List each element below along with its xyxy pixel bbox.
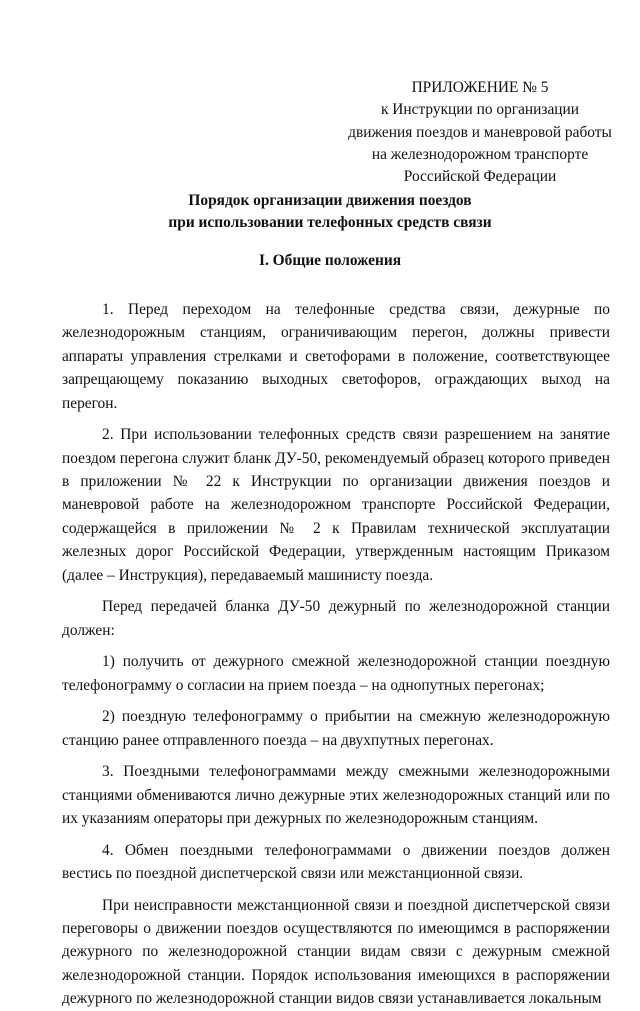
document-title bbox=[60, 190, 600, 234]
section-heading: I. Общие положения bbox=[258, 252, 402, 269]
paragraph-3: Перед передачей бланка ДУ-50 дежурный по железнодорожной станции должен: bbox=[62, 598, 610, 639]
appendix-line: движения поездов и маневровой работы bbox=[348, 123, 612, 141]
paragraph-4: 1) получить от дежурного смежной железнодорожной станции поездную телефонограмму о согласии на прием поезда – на однопутных перегонах; bbox=[62, 653, 610, 694]
appendix-line: на железнодорожном транспорте bbox=[371, 145, 589, 163]
title-line-2: при использовании телефонных средств связи bbox=[168, 214, 492, 231]
document-body bbox=[62, 298, 610, 1011]
paragraph-8: При неисправности межстанционной связи и поездной диспетчерской связи переговоры о движении поездов осуществляются по имеющимся в распоряжении дежурного по железнодорожной станции видам связи с дежурным смежной железнодорожной станции. Порядок использования имеющихся в распоряжении дежурного по железнодорожной станции видов связи устанавливается локальным bbox=[62, 896, 610, 1008]
appendix-heading: ПРИЛОЖЕНИЕ № 5 bbox=[411, 79, 549, 96]
title-line-1: Порядок организации движения поездов bbox=[188, 192, 472, 209]
paragraph-1: 1. Перед переходом на телефонные средства связи, дежурные по железнодорожным станциям, ограничивающим перегон, должны привести аппараты управления стрелками и светофорами в положение, соответствующее запрещающему показанию выходных светофоров, ограждающих выход на перегон. bbox=[62, 301, 610, 412]
appendix-line: к Инструкции по организации bbox=[380, 101, 580, 119]
appendix-line: Российской Федерации bbox=[403, 168, 557, 186]
appendix-header bbox=[330, 77, 630, 188]
paragraph-7: 4. Обмен поездными телефонограммами о движении поездов должен вестись по поездной диспетчерской связи или межстанционной связи. bbox=[62, 841, 610, 883]
paragraph-2: 2. При использовании телефонных средств связи разрешением на занятие поездом перегона служит бланк ДУ-50, рекомендуемый образец которого приведен в приложении № 22 к Инструкции по организации движения поездов и маневровой работе на железнодорожном транспорте Российской Федерации, содержащейся в приложении № 2 к Правилам технической эксплуатации железных дорог Российской Федерации, утвержденным настоящим Приказом (далее – Инструкция), передаваемый машинисту поезда. bbox=[62, 426, 610, 584]
paragraph-6: 3. Поездными телефонограммами между смежными железнодорожными станциями обмениваются лично дежурные этих железнодорожных станций или по их указаниям операторы при дежурных по железнодорожным станциям. bbox=[62, 763, 610, 828]
paragraph-5: 2) поездную телефонограмму о прибытии на смежную железнодорожную станцию ранее отправленного поезда – на двухпутных перегонах. bbox=[62, 708, 610, 749]
